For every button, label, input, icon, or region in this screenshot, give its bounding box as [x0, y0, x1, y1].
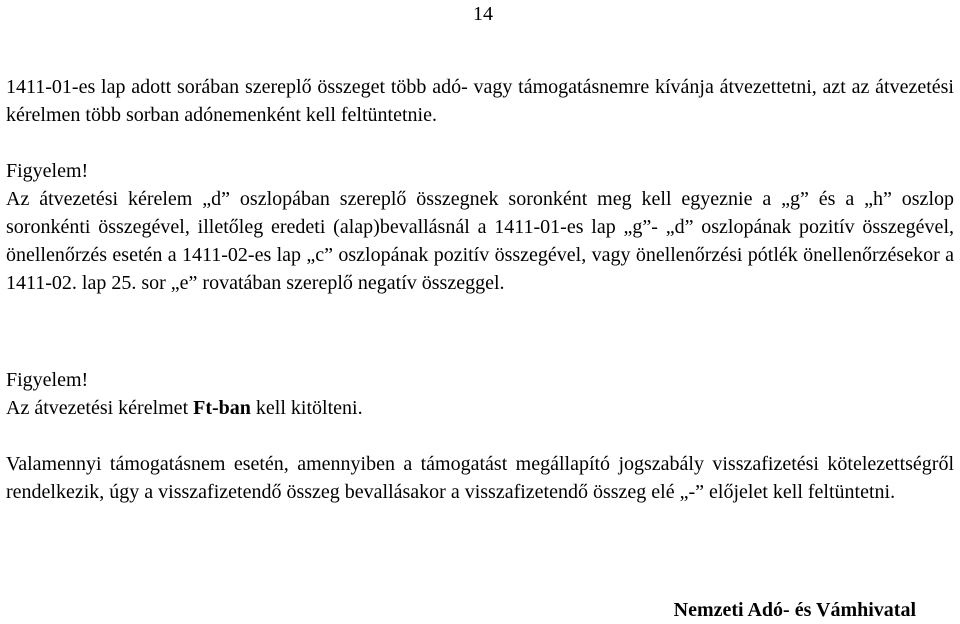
- notice-text-2: [6, 394, 363, 422]
- intro-paragraph: 1411-01-es lap adott sorában szereplő összeget több adó- vagy támogatásnemre kívánja átvezettetni, azt az átvezetési kérelmen több sorban adónemenként kell feltüntetnie.: [6, 76, 954, 126]
- refund-paragraph: Valamennyi támogatásnem esetén, amennyiben a támogatást megállapító jogszabály visszafizetési kötelezettségről rendelkezik, úgy a visszafizetendő összeg bevallásakor a visszafizetendő összeg elé „-” előjelet kell feltüntetni.: [6, 453, 954, 503]
- notice-text-2-after: kell kitölteni.: [250, 397, 363, 419]
- notice-text-2-before: Az átvezetési kérelmet: [6, 397, 194, 419]
- page-number: 14: [473, 3, 493, 25]
- notice-text-1: Az átvezetési kérelem „d” oszlopában szereplő összegnek soronként meg kell egyeznie a „g” és a „h” oszlop soronkénti összegével, illetőleg eredeti (alap)bevallásnál a 1411-01-es lap „g”- „d” oszlopának pozitív összegével, önellenőrzés esetén a 1411-02-es lap „c” oszlopának pozitív összegével, vagy önellenőrzési pótlék önellenőrzésekor a 1411-02. lap 25. sor „e” rovatában szereplő negatív összeggel.: [6, 188, 954, 294]
- notice-heading-1: Figyelem!: [6, 160, 89, 182]
- notice-heading-2: Figyelem!: [6, 369, 89, 391]
- agency-name: Nemzeti Adó- és Vámhivatal: [673, 599, 916, 621]
- notice-text-2-bold: Ft-ban: [193, 397, 251, 419]
